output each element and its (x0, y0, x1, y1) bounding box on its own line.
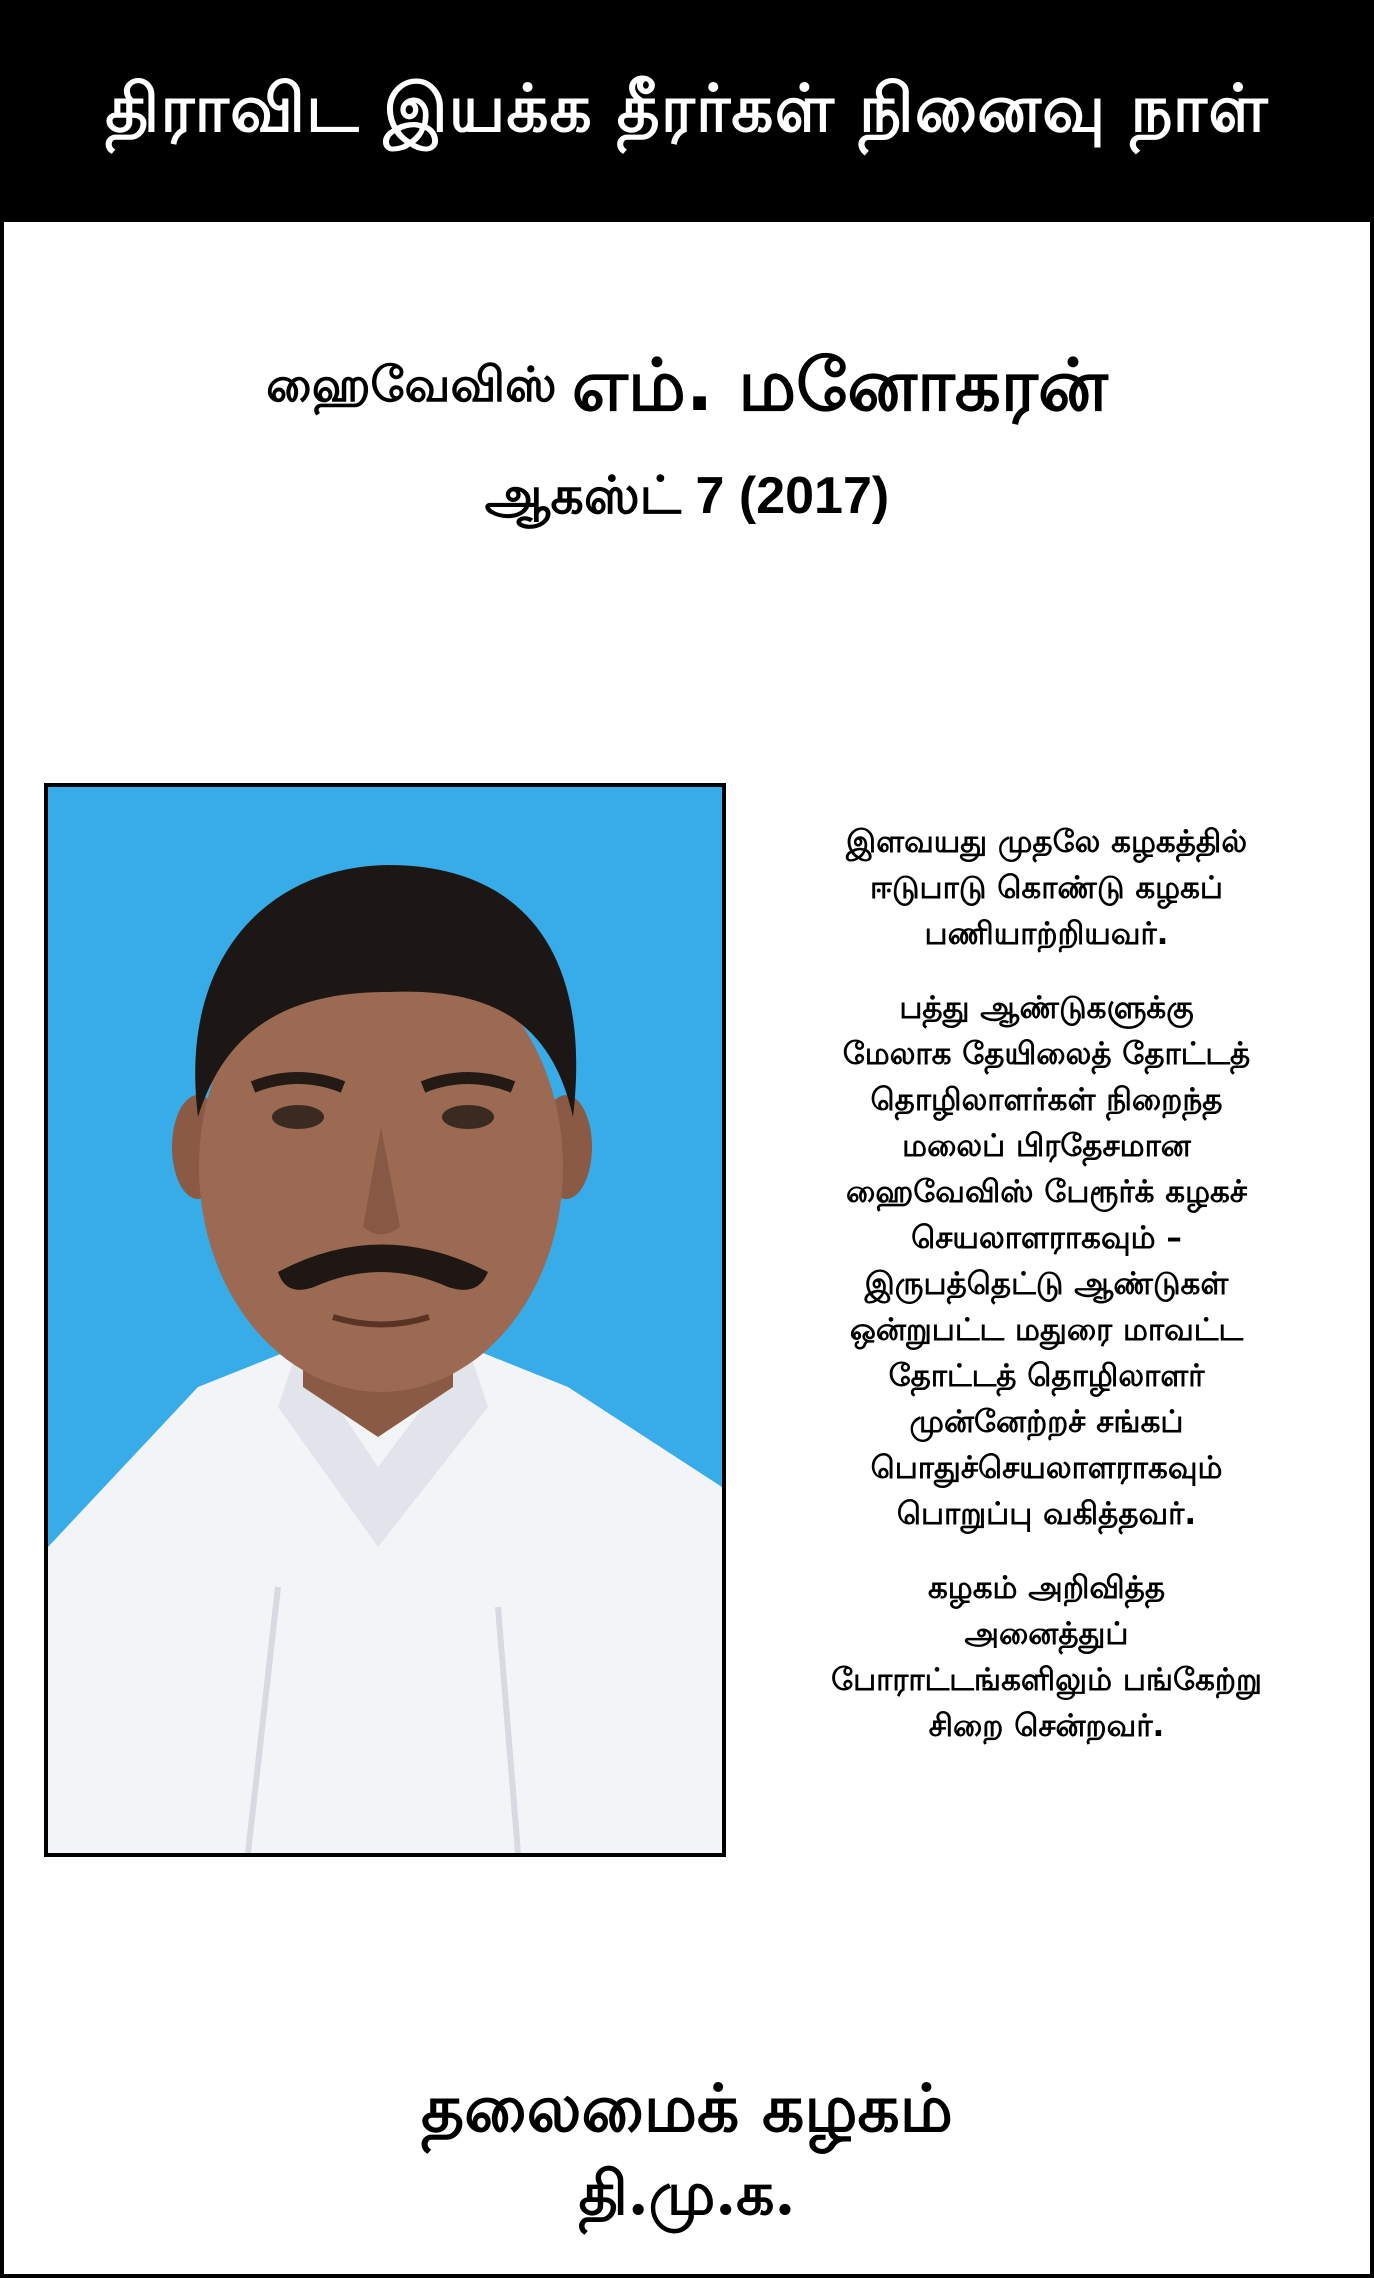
bio-line: ஹைவேவிஸ் பேரூர்க் கழகச் (845, 1174, 1248, 1210)
bio-paragraph (754, 985, 1339, 1537)
memorial-date: ஆகஸ்ட் 7 (2017) (484, 467, 890, 525)
bio-line: தொழிலாளர்கள் நிறைந்த (870, 1082, 1223, 1118)
bio-line: கழகம் அறிவித்த (927, 1570, 1166, 1606)
bio-line: ஒன்றுபட்ட மதுரை மாவட்ட (849, 1312, 1244, 1348)
bio-line: போராட்டங்களிலும் பங்கேற்று (831, 1662, 1262, 1698)
bio-line: பொதுச்செயலாளராகவும் (870, 1450, 1223, 1486)
portrait-illustration (48, 787, 722, 1853)
bio-line: இளவயது முதலே கழகத்தில் (845, 824, 1248, 860)
bio-line: செயலாளராகவும் – (911, 1220, 1182, 1256)
footer-organization: தலைமைக் கழகம் (421, 2069, 953, 2147)
bio-paragraph (754, 819, 1339, 957)
bio-line: மலைப் பிரதேசமான (902, 1128, 1191, 1164)
biography-text (754, 819, 1339, 1777)
person-name-line (4, 343, 1370, 427)
bio-line: தோட்டத் தொழிலாளர் (888, 1358, 1205, 1394)
bio-line: பத்து ஆண்டுகளுக்கு (899, 990, 1194, 1026)
bio-line: முன்னேற்றச் சங்கப் (909, 1404, 1184, 1440)
footer-party: தி.மு.க. (578, 2159, 796, 2229)
bio-line: சிறை சென்றவர். (928, 1708, 1165, 1744)
bio-line: ஈடுபாடு கொண்டு கழகப் (870, 870, 1223, 906)
bio-line: இருபத்தெட்டு ஆண்டுகள் (864, 1266, 1229, 1302)
header-banner (4, 4, 1370, 222)
bio-line: பணியாற்றியவர். (924, 916, 1169, 952)
bio-line: பொறுப்பு வகித்தவர். (896, 1496, 1197, 1532)
header-title: திராவிட இயக்க தீரர்கள் நினைவு நாள் (105, 70, 1269, 147)
bio-line: அனைத்துப் (964, 1616, 1129, 1652)
person-name: எம். மனோகரன் (571, 343, 1108, 427)
bio-line: மேலாக தேயிலைத் தோட்டத் (842, 1036, 1251, 1072)
person-name-prefix: ஹைவேவிஸ் (266, 357, 557, 413)
portrait-photo (44, 783, 726, 1857)
bio-paragraph (754, 1565, 1339, 1749)
